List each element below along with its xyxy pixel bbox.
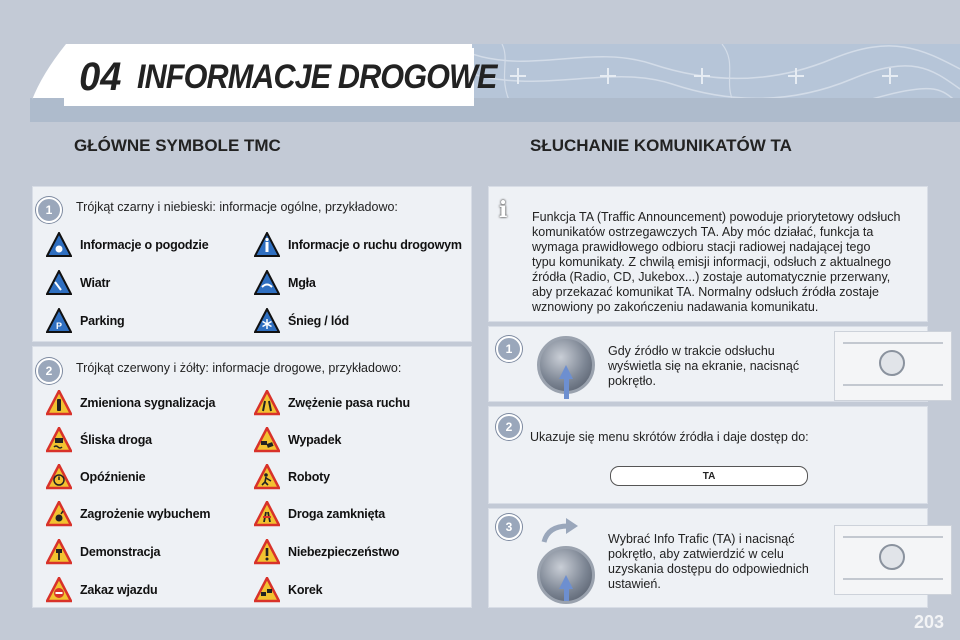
demonstration-icon [46,539,72,565]
symbol-weather: Informacje o pogodzie [46,232,208,258]
step-badge-1: 1 [496,336,522,362]
chapter-number: 04 [79,54,122,99]
step-badge-3: 3 [496,514,522,540]
symbol-explosion-hazard: Zagrożenie wybuchem [46,501,210,527]
symbol-demonstration: Demonstracja [46,539,160,565]
rotary-knob-press-icon [537,336,595,394]
symbol-lane-narrowing: Zwężenie pasa ruchu [254,390,410,416]
traffic-info-icon [254,232,280,258]
symbol-traffic-jam: Korek [254,577,322,603]
symbol-no-entry: Zakaz wjazdu [46,577,157,603]
chapter-title: INFORMACJE DROGOWE [136,57,497,96]
info-icon: i [499,197,508,223]
general-intro-text: Trójkąt czarny i niebieski: informacje ogólne, przykładowo: [76,200,398,214]
signals-changed-icon [46,390,72,416]
delay-icon [46,464,72,490]
no-entry-icon [46,577,72,603]
step-badge-2: 2 [36,358,62,384]
snow-ice-icon [254,308,280,334]
traffic-jam-icon [254,577,280,603]
symbol-delay: Opóźnienie [46,464,145,490]
step2-text: Ukazuje się menu skrótów źródła i daje dostęp do: [530,430,809,444]
left-section-title: GŁÓWNE SYMBOLE TMC [74,136,281,155]
weather-info-icon [46,232,72,258]
symbol-signals-changed: Zmieniona sygnalizacja [46,390,215,416]
symbol-danger: Niebezpieczeństwo [254,539,399,565]
road-closed-icon [254,501,280,527]
page-number: 203 [913,612,944,632]
symbol-wind: Wiatr [46,270,110,296]
chapter-heading [64,48,497,106]
lane-narrowing-icon [254,390,280,416]
road-intro-text: Trójkąt czerwony i żółty: informacje drogowe, przykładowo: [76,361,402,375]
right-section-title: SŁUCHANIE KOMUNIKATÓW TA [530,136,792,155]
step3-text: Wybrać Info Trafic (TA) i nacisnąć pokrętło, aby zatwierdzić w celu uzyskania dostępu do odpowiednich ustawień. [608,532,809,591]
wind-icon [46,270,72,296]
svg-text:P: P [55,321,63,331]
chapter-corner-decoration [32,44,72,104]
symbol-fog: Mgła [254,270,316,296]
symbol-snow-ice: Śnieg / lód [254,308,349,334]
rotate-arrow-icon [540,516,580,546]
radio-panel-illustration [834,331,952,401]
symbol-parking: P Parking [46,308,124,334]
parking-icon [46,308,72,334]
symbol-road-closed: Droga zamknięta [254,501,385,527]
step-badge-2: 2 [496,414,522,440]
radio-panel-illustration [834,525,952,595]
symbol-accident: Wypadek [254,427,341,453]
ta-menu-option[interactable]: TA [610,466,808,486]
symbol-slippery-road: Śliska droga [46,427,152,453]
step1-text: Gdy źródło w trakcie odsłuchu wyświetla się na ekranie, nacisnąć pokrętło. [608,344,800,388]
explosion-hazard-icon [46,501,72,527]
accident-icon [254,427,280,453]
step2-panel [488,406,928,504]
step-badge-1: 1 [36,197,62,223]
fog-icon [254,270,280,296]
slippery-road-icon [46,427,72,453]
ta-info-text: Funkcja TA (Traffic Announcement) powoduje priorytetowy odsłuch komunikatów ostrzegawczych TA. Aby móc działać, funkcja ta wymaga prawidłowego odbioru stacji radiowej nadającej tego typu komunikaty. Z chwilą emisji informacji, odsłuch z aktualnego źródła (Radio, CD, Jukebox...) zostaje automatycznie przerwany, aby przekazać komunikat TA. Normalny odsłuch źródła zostaje wznowiony po zakończeniu nadawania komunikatu. [532,210,901,314]
danger-icon [254,539,280,565]
symbol-traffic-info: Informacje o ruchu drogowym [254,232,462,258]
symbol-roadworks: Roboty [254,464,330,490]
rotary-knob-turn-press-icon [537,546,595,604]
roadworks-icon [254,464,280,490]
